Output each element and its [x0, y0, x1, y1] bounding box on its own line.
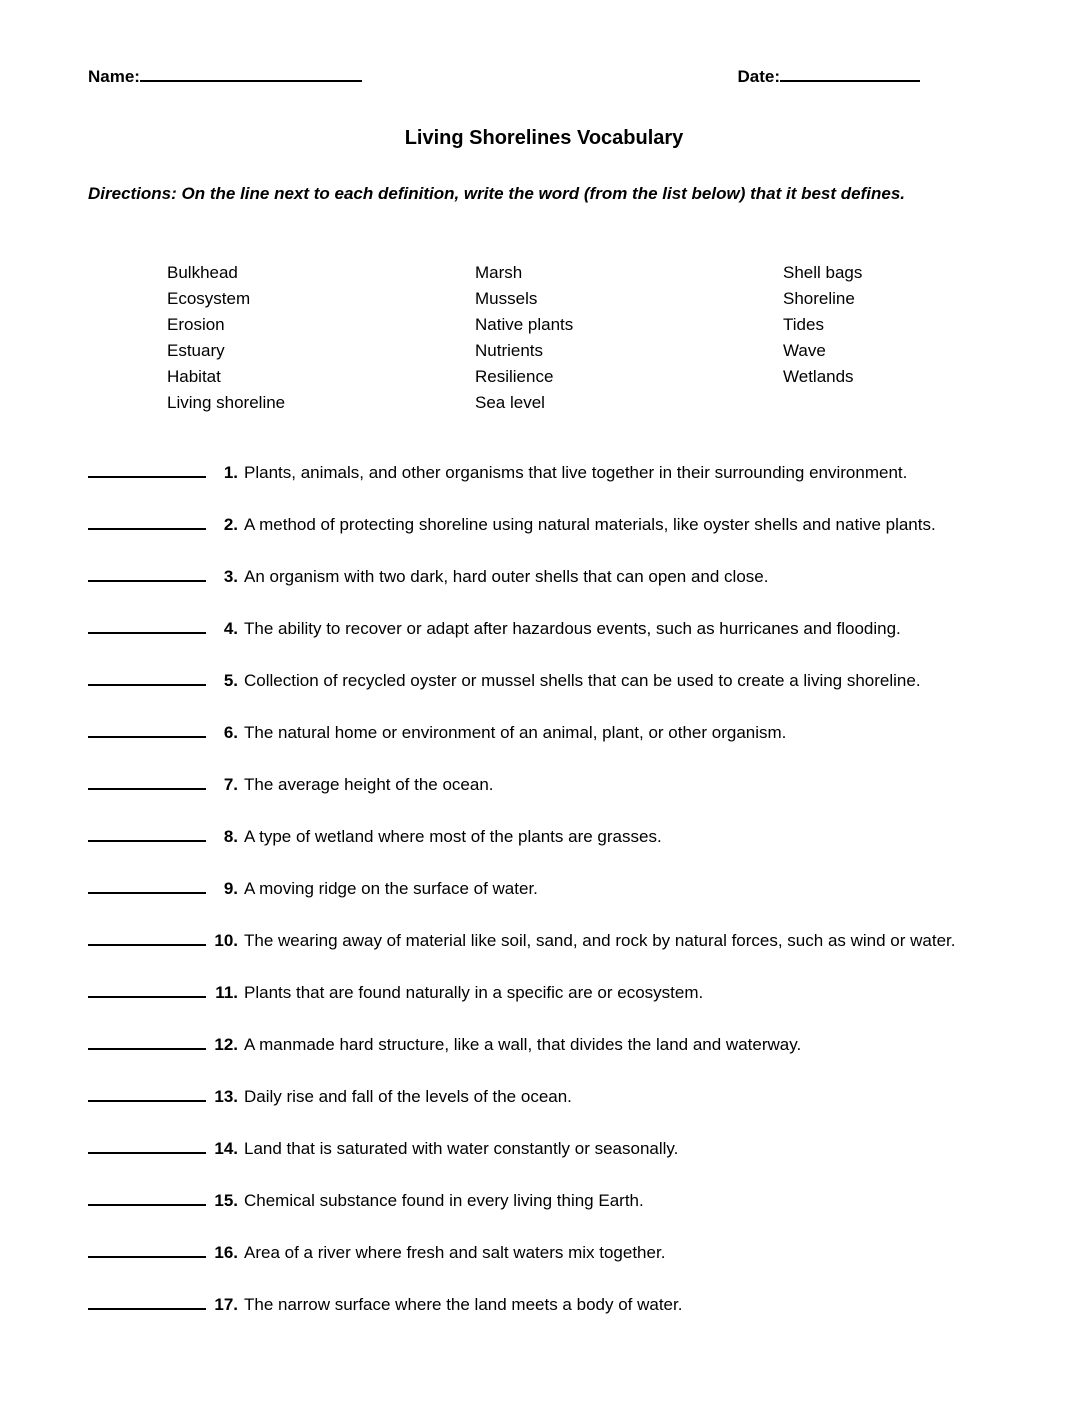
question-text: Collection of recycled oyster or mussel shells that can be used to create a living shoreline. [244, 671, 921, 690]
question-text: Plants, animals, and other organisms that live together in their surrounding environment. [244, 463, 908, 482]
question-text: The natural home or environment of an animal, plant, or other organism. [244, 723, 787, 742]
question-row [88, 618, 1000, 640]
question-number: 12. [214, 1035, 238, 1054]
word-bank-item: Nutrients [475, 341, 544, 360]
question-text: Land that is saturated with water constantly or seasonally. [244, 1139, 679, 1158]
question-row [88, 462, 1000, 484]
question-row [88, 1086, 1000, 1108]
word-bank-item: Native plants [475, 315, 574, 334]
word-bank-item: Living shoreline [167, 393, 286, 412]
question-number: 3. [223, 567, 238, 586]
word-bank-item: Wave [783, 341, 826, 360]
date-label: Date: [737, 67, 780, 86]
question-text: Plants that are found naturally in a specific are or ecosystem. [244, 983, 704, 1002]
question-text: A manmade hard structure, like a wall, that divides the land and waterway. [244, 1035, 802, 1054]
question-row [88, 1294, 1000, 1316]
answer-blank [88, 826, 206, 842]
question-row [88, 1190, 1000, 1212]
question-number: 7. [223, 775, 238, 794]
question-text: The average height of the ocean. [244, 775, 494, 794]
word-bank-item: Resilience [475, 367, 554, 386]
question-text: Daily rise and fall of the levels of the ocean. [244, 1087, 572, 1106]
answer-blank [88, 514, 206, 530]
answer-blank [88, 1294, 206, 1310]
question-row [88, 1034, 1000, 1056]
question-number: 8. [223, 827, 238, 846]
question-row [88, 826, 1000, 848]
word-bank-column-2 [475, 260, 783, 416]
question-row [88, 982, 1000, 1004]
word-bank-item: Wetlands [783, 367, 854, 386]
page-title: Living Shorelines Vocabulary [404, 127, 684, 149]
answer-blank [88, 618, 206, 634]
question-text: The ability to recover or adapt after hazardous events, such as hurricanes and flooding. [244, 619, 901, 638]
question-row [88, 1138, 1000, 1160]
question-number: 4. [223, 619, 238, 638]
word-bank-item: Sea level [475, 393, 545, 412]
question-number: 16. [214, 1243, 238, 1262]
answer-blank [88, 878, 206, 894]
word-bank-item: Mussels [475, 289, 538, 308]
question-row [88, 566, 1000, 588]
question-number: 2. [223, 515, 238, 534]
answer-blank [88, 1034, 206, 1050]
word-bank-item: Tides [783, 315, 824, 334]
question-text: The narrow surface where the land meets a body of water. [244, 1295, 683, 1314]
question-row [88, 722, 1000, 744]
name-blank-line [140, 66, 362, 82]
question-text: A method of protecting shoreline using natural materials, like oyster shells and native plants. [244, 515, 936, 534]
question-row [88, 1242, 1000, 1264]
question-text: The wearing away of material like soil, sand, and rock by natural forces, such as wind or water. [244, 931, 956, 950]
answer-blank [88, 1086, 206, 1102]
answer-blank [88, 670, 206, 686]
word-bank-item: Bulkhead [167, 263, 238, 282]
word-bank-column-3 [783, 260, 862, 416]
answer-blank [88, 1190, 206, 1206]
answer-blank [88, 1138, 206, 1154]
question-number: 5. [223, 671, 238, 690]
name-label: Name: [88, 67, 140, 86]
question-row [88, 930, 1000, 952]
question-number: 13. [214, 1087, 238, 1106]
question-number: 10. [214, 931, 238, 950]
question-number: 11. [215, 983, 238, 1002]
question-text: A moving ridge on the surface of water. [244, 879, 538, 898]
answer-blank [88, 930, 206, 946]
question-number: 9. [223, 879, 238, 898]
answer-blank [88, 774, 206, 790]
question-number: 15. [214, 1191, 238, 1210]
question-number: 14. [214, 1139, 238, 1158]
question-number: 17. [214, 1295, 238, 1314]
date-field [737, 66, 920, 87]
question-text: A type of wetland where most of the plants are grasses. [244, 827, 662, 846]
word-bank-item: Estuary [167, 341, 225, 360]
questions-list [88, 462, 1000, 1316]
word-bank-item: Erosion [167, 315, 225, 334]
answer-blank [88, 1242, 206, 1258]
answer-blank [88, 462, 206, 478]
answer-blank [88, 722, 206, 738]
word-bank-item: Marsh [475, 263, 523, 282]
directions-text: Directions: On the line next to each definition, write the word (from the list below) that it best defines. [88, 184, 906, 203]
name-field [88, 66, 362, 87]
question-text: An organism with two dark, hard outer shells that can open and close. [244, 567, 769, 586]
question-number: 1. [223, 463, 238, 482]
word-bank-column-1 [167, 260, 475, 416]
answer-blank [88, 982, 206, 998]
question-text: Chemical substance found in every living thing Earth. [244, 1191, 644, 1210]
question-text: Area of a river where fresh and salt waters mix together. [244, 1243, 666, 1262]
header-row [88, 66, 1000, 87]
question-row [88, 514, 1000, 536]
question-number: 6. [223, 723, 238, 742]
word-bank-item: Shoreline [783, 289, 855, 308]
word-bank-item: Habitat [167, 367, 221, 386]
answer-blank [88, 566, 206, 582]
question-row [88, 878, 1000, 900]
word-bank [88, 260, 1000, 416]
date-blank-line [780, 66, 920, 82]
question-row [88, 670, 1000, 692]
word-bank-item: Shell bags [783, 263, 863, 282]
question-row [88, 774, 1000, 796]
word-bank-item: Ecosystem [167, 289, 251, 308]
